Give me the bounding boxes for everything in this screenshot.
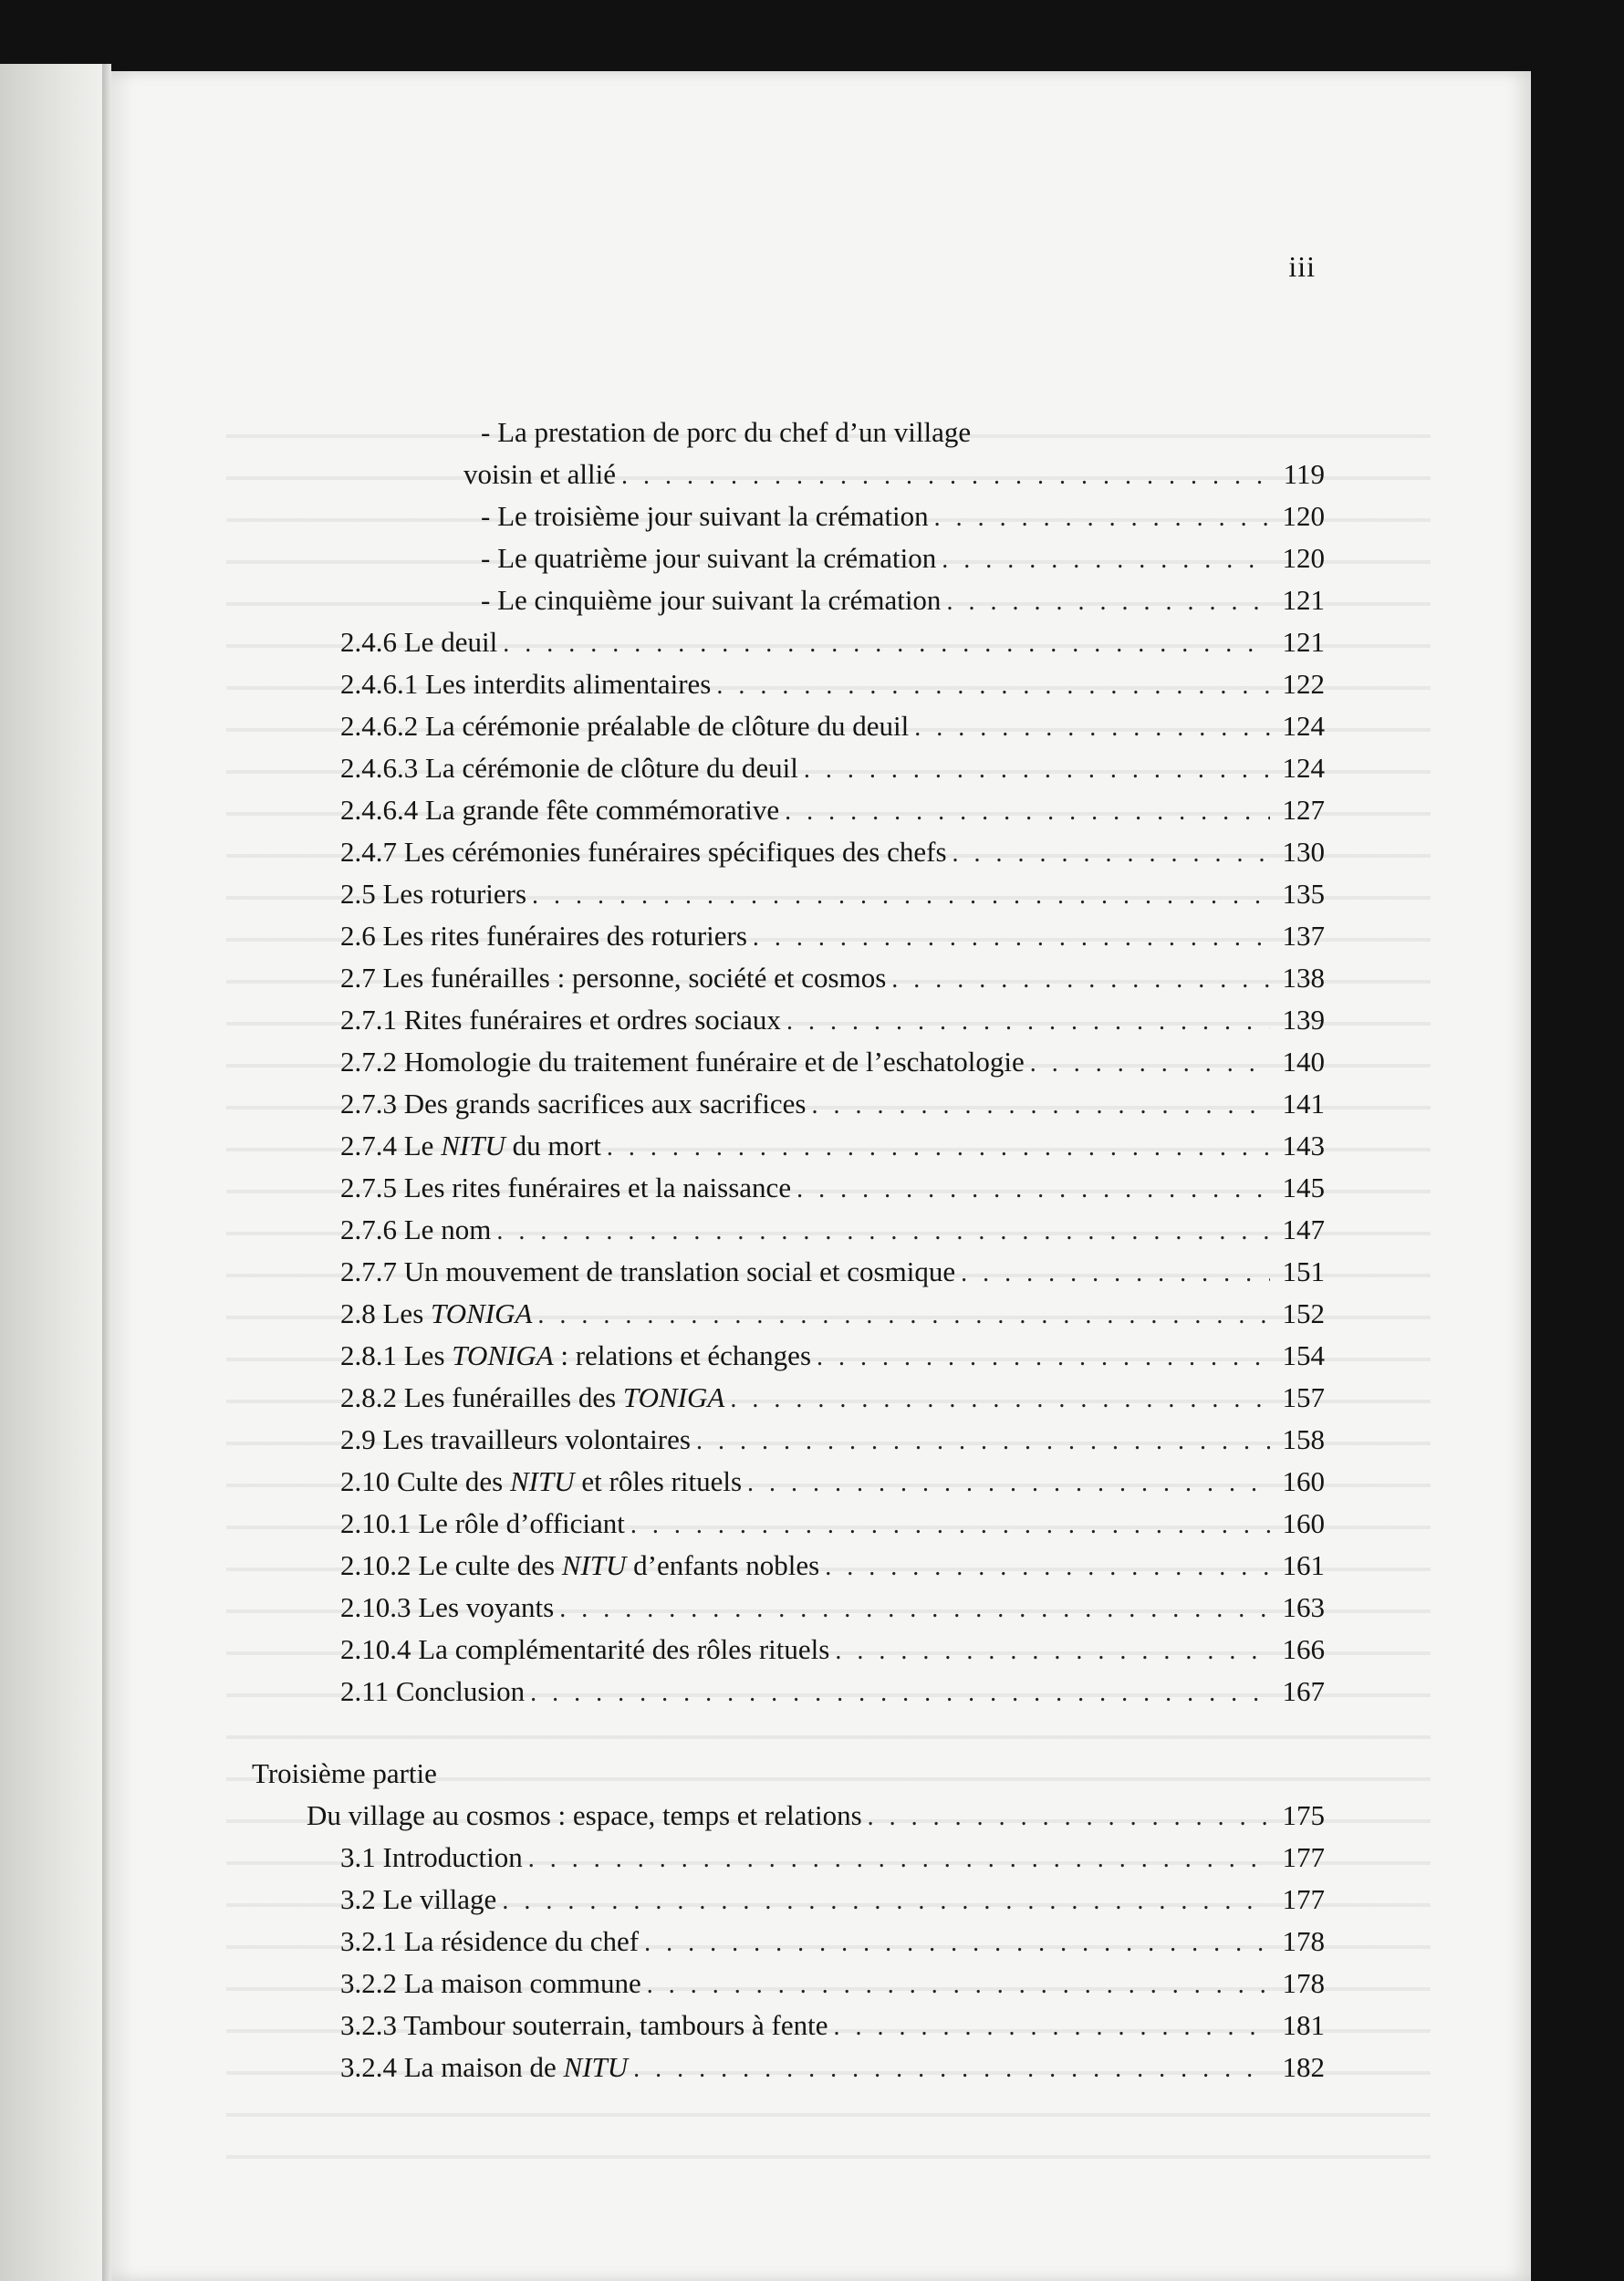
leader-dots [630, 1511, 1270, 1540]
toc-entry[interactable] [340, 2051, 1325, 2093]
leader-dots [496, 1217, 1270, 1246]
leader-dots [530, 1679, 1270, 1708]
page-number: iii [1288, 250, 1316, 283]
toc-entry-page: 140 [1282, 1046, 1325, 1078]
toc-entry-page: 152 [1282, 1297, 1325, 1329]
book-gutter [102, 64, 111, 2281]
toc-entry[interactable] [340, 1883, 1325, 1925]
toc-entry-title: 2.8.1 Les TONIGA : relations et échanges [340, 1339, 812, 1371]
toc-entry-title: 2.6 Les rites funéraires des roturiers [340, 920, 747, 952]
toc-entry[interactable] [481, 542, 1325, 584]
toc-entry[interactable] [340, 878, 1325, 920]
toc-entry-page: 139 [1282, 1004, 1325, 1036]
toc-entry-page: 147 [1282, 1213, 1325, 1245]
facing-page-edge [0, 64, 111, 2281]
toc-entry-page: 160 [1282, 1507, 1325, 1539]
toc-entry-page: 178 [1282, 1925, 1325, 1957]
toc-entry-title: 2.7.6 Le nom [340, 1213, 492, 1245]
leader-dots [811, 1091, 1270, 1120]
leader-dots [528, 1845, 1270, 1874]
toc-entry-page: 122 [1282, 668, 1325, 700]
toc-entry-title: 2.4.6.4 La grande fête commémorative [340, 794, 780, 826]
toc-entry[interactable] [340, 920, 1325, 962]
table-of-contents [111, 71, 1531, 2281]
toc-entry-title: 2.7 Les funérailles : personne, société et cosmos [340, 962, 887, 994]
toc-entry-page: 177 [1282, 1883, 1325, 1915]
toc-entry-title: 2.10.1 Le rôle d’officiant [340, 1507, 625, 1539]
toc-entry-page: 121 [1282, 626, 1325, 658]
toc-entry-page: 178 [1282, 1967, 1325, 1999]
toc-entry-title: 3.1 Introduction [340, 1841, 523, 1873]
toc-entry-page: 154 [1282, 1339, 1325, 1371]
leader-dots [785, 797, 1270, 827]
toc-entry[interactable] [340, 1004, 1325, 1046]
leader-dots [804, 755, 1270, 785]
toc-entry-title: 2.4.6 Le deuil [340, 626, 498, 658]
toc-entry[interactable] [340, 794, 1325, 836]
leader-dots [786, 1007, 1270, 1036]
toc-entry[interactable] [340, 1297, 1325, 1339]
toc-entry[interactable] [307, 1799, 1325, 1841]
toc-entry[interactable] [340, 752, 1325, 794]
toc-entry[interactable] [340, 1925, 1325, 1967]
toc-entry[interactable] [340, 1675, 1325, 1717]
leader-dots [621, 462, 1270, 491]
leader-dots [825, 1553, 1270, 1582]
leader-dots [753, 923, 1270, 953]
leader-dots [835, 1637, 1270, 1666]
leader-dots [946, 588, 1270, 617]
toc-entry[interactable] [340, 1633, 1325, 1675]
toc-entry-page: 120 [1282, 500, 1325, 532]
toc-entry-page: 124 [1282, 752, 1325, 784]
toc-entry[interactable] [463, 458, 1325, 500]
leader-dots [633, 2055, 1270, 2084]
toc-entry[interactable] [340, 1507, 1325, 1549]
toc-entry[interactable] [340, 1967, 1325, 2009]
toc-entry-title: 2.4.6.1 Les interdits alimentaires [340, 668, 712, 700]
toc-entry-page: 181 [1282, 2009, 1325, 2041]
toc-entry-title: 3.2.2 La maison commune [340, 1967, 641, 1999]
toc-entry-page: 160 [1282, 1465, 1325, 1497]
leader-dots [796, 1175, 1270, 1204]
toc-entry-title: 2.7.7 Un mouvement de translation social et cosmique [340, 1255, 956, 1287]
toc-entry-page: 138 [1282, 962, 1325, 994]
part-heading [252, 1757, 437, 1799]
toc-entry-title: 3.2 Le village [340, 1883, 497, 1915]
leader-dots [942, 546, 1270, 575]
toc-entry-title: 2.4.7 Les cérémonies funéraires spécifiques des chefs [340, 836, 947, 868]
toc-entry-page: 177 [1282, 1841, 1325, 1873]
leader-dots [961, 1259, 1270, 1288]
toc-entry-title: 2.7.2 Homologie du traitement funéraire et de l’eschatologie [340, 1046, 1025, 1078]
toc-entry-title: 2.7.4 Le NITU du mort [340, 1130, 601, 1161]
toc-entry-title: voisin et allié [463, 458, 617, 490]
toc-entry-page: 166 [1282, 1633, 1325, 1665]
toc-entry-page: 182 [1282, 2051, 1325, 2083]
toc-entry-title: 3.2.3 Tambour souterrain, tambours à fente [340, 2009, 828, 2041]
toc-entry [481, 416, 971, 458]
toc-entry-title: 2.8.2 Les funérailles des TONIGA [340, 1381, 725, 1413]
toc-entry-page: 143 [1282, 1130, 1325, 1161]
toc-entry[interactable] [340, 1339, 1325, 1381]
toc-entry[interactable] [340, 1213, 1325, 1255]
toc-entry-title: 2.7.1 Rites funéraires et ordres sociaux [340, 1004, 781, 1036]
toc-entry-title: 2.4.6.2 La cérémonie préalable de clôture du deuil [340, 710, 910, 742]
leader-dots [503, 630, 1270, 659]
toc-entry[interactable] [340, 2009, 1325, 2051]
toc-entry[interactable] [481, 584, 1325, 626]
leader-dots [502, 1887, 1270, 1916]
leader-dots [644, 1929, 1270, 1958]
toc-entry-title: - Le quatrième jour suivant la crémation [481, 542, 937, 574]
leader-dots [730, 1385, 1270, 1414]
toc-entry-title: 2.10.4 La complémentarité des rôles rituels [340, 1633, 830, 1665]
leader-dots [953, 839, 1270, 869]
toc-entry-page: 158 [1282, 1423, 1325, 1455]
toc-entry-page: 130 [1282, 836, 1325, 868]
toc-entry[interactable] [340, 962, 1325, 1004]
leader-dots [559, 1595, 1270, 1624]
toc-entry-title: - Le cinquième jour suivant la crémation [481, 584, 942, 616]
toc-entry-title: - La prestation de porc du chef d’un village [481, 416, 972, 448]
toc-entry-page: 151 [1282, 1255, 1325, 1287]
toc-entry-title: 2.11 Conclusion [340, 1675, 526, 1707]
leader-dots [532, 881, 1270, 911]
toc-entry-page: 124 [1282, 710, 1325, 742]
toc-entry-page: 163 [1282, 1591, 1325, 1623]
leader-dots [607, 1133, 1270, 1162]
toc-entry-page: 141 [1282, 1088, 1325, 1120]
toc-entry[interactable] [340, 710, 1325, 752]
toc-entry[interactable] [340, 1549, 1325, 1591]
toc-entry-title: 2.10.2 Le culte des NITU d’enfants nobles [340, 1549, 820, 1581]
toc-entry-page: 119 [1283, 458, 1325, 490]
toc-entry[interactable] [340, 626, 1325, 668]
toc-entry[interactable] [340, 1591, 1325, 1633]
toc-entry[interactable] [481, 500, 1325, 542]
toc-entry-title: 2.7.3 Des grands sacrifices aux sacrifices [340, 1088, 807, 1120]
leader-dots [934, 504, 1270, 533]
leader-dots [817, 1343, 1270, 1372]
leader-dots [716, 672, 1270, 701]
toc-entry[interactable] [340, 1088, 1325, 1130]
toc-entry-page: 167 [1282, 1675, 1325, 1707]
toc-entry[interactable] [340, 1255, 1325, 1297]
toc-entry-page: 120 [1282, 542, 1325, 574]
toc-entry[interactable] [340, 1046, 1325, 1088]
toc-entry[interactable] [340, 1172, 1325, 1213]
toc-entry[interactable] [340, 1130, 1325, 1172]
toc-entry-title: 2.10.3 Les voyants [340, 1591, 555, 1623]
leader-dots [868, 1803, 1270, 1832]
part-heading-title: Troisième partie [252, 1757, 437, 1789]
toc-entry-page: 127 [1282, 794, 1325, 826]
toc-entry-title: Du village au cosmos : espace, temps et relations [307, 1799, 862, 1831]
toc-entry-page: 161 [1282, 1549, 1325, 1581]
toc-entry-title: 3.2.1 La résidence du chef [340, 1925, 640, 1957]
toc-entry-title: 2.4.6.3 La cérémonie de clôture du deuil [340, 752, 798, 784]
toc-entry[interactable] [340, 668, 1325, 710]
toc-entry-title: 2.5 Les roturiers [340, 878, 527, 910]
book-page [111, 71, 1531, 2281]
leader-dots [1030, 1049, 1270, 1078]
toc-entry[interactable] [340, 836, 1325, 878]
toc-entry-title: 2.10 Culte des NITU et rôles rituels [340, 1465, 743, 1497]
leader-dots [747, 1469, 1270, 1498]
leader-dots [914, 713, 1270, 743]
leader-dots [537, 1301, 1270, 1330]
toc-entry[interactable] [340, 1465, 1325, 1507]
toc-entry-page: 137 [1282, 920, 1325, 952]
toc-entry[interactable] [340, 1841, 1325, 1883]
toc-entry-title: 2.7.5 Les rites funéraires et la naissance [340, 1172, 792, 1203]
toc-entry[interactable] [340, 1423, 1325, 1465]
leader-dots [696, 1427, 1270, 1456]
toc-entry-title: - Le troisième jour suivant la crémation [481, 500, 929, 532]
toc-entry-title: 2.9 Les travailleurs volontaires [340, 1423, 691, 1455]
toc-entry[interactable] [340, 1381, 1325, 1423]
toc-entry-page: 135 [1282, 878, 1325, 910]
toc-entry-page: 175 [1282, 1799, 1325, 1831]
toc-entry-title: 2.8 Les TONIGA [340, 1297, 533, 1329]
leader-dots [833, 2013, 1270, 2042]
toc-entry-page: 157 [1282, 1381, 1325, 1413]
leader-dots [891, 965, 1270, 995]
toc-entry-title: 3.2.4 La maison de NITU [340, 2051, 629, 2083]
leader-dots [647, 1971, 1270, 2000]
toc-entry-page: 121 [1282, 584, 1325, 616]
toc-entry-page: 145 [1282, 1172, 1325, 1203]
